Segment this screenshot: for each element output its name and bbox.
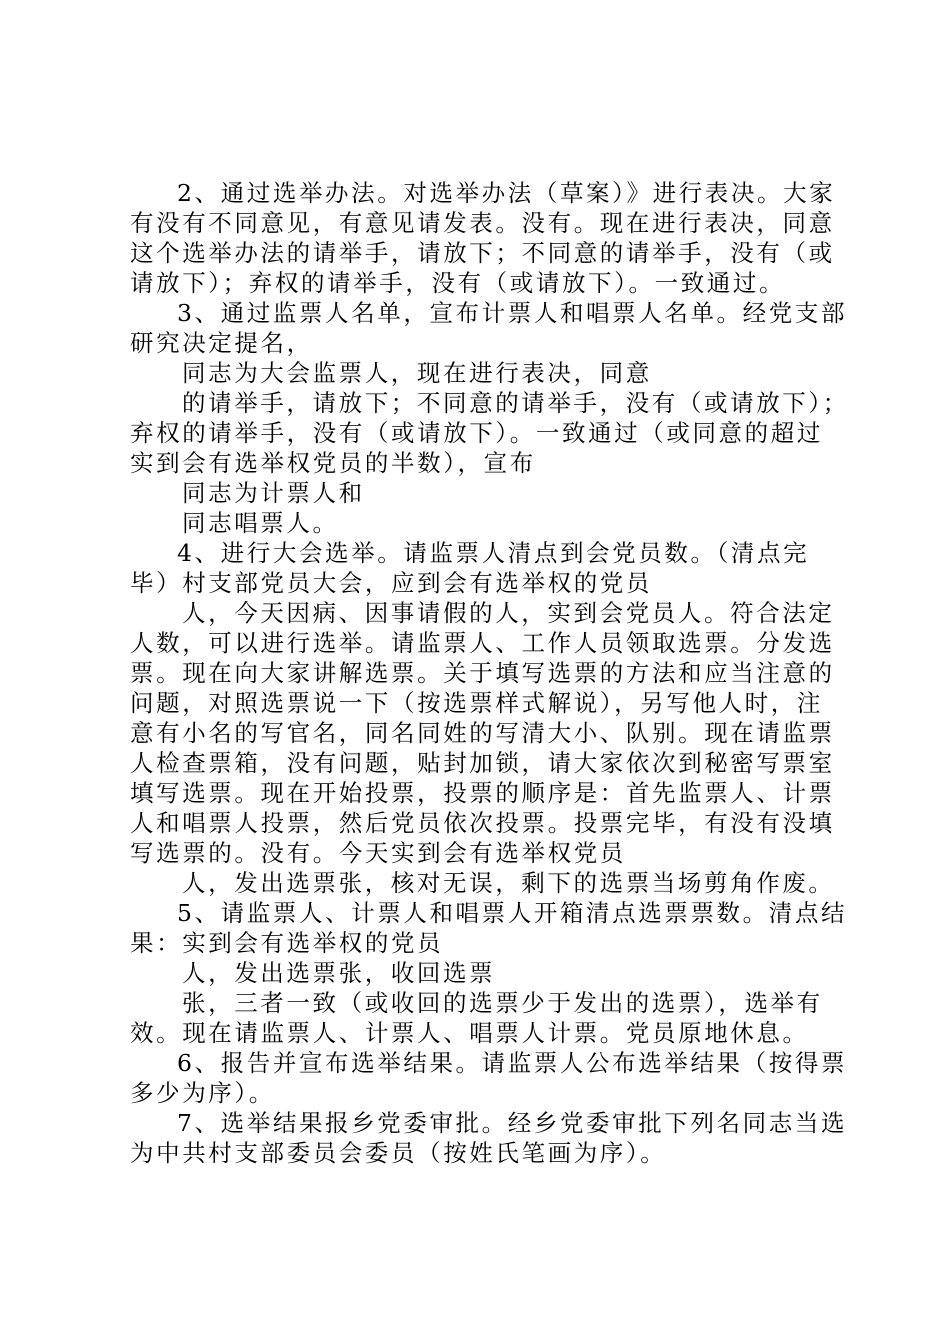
paragraph-line: 多少为序）。	[130, 1079, 275, 1107]
paragraph-line: 人，发出选票张，收回选票	[182, 959, 496, 987]
paragraph-line: 张，三者一致（或收回的选票少于发出的选票），选举有	[182, 989, 823, 1017]
paragraph-line: 同志为大会监票人，现在进行表决，同意	[182, 359, 652, 387]
paragraph-line: 人，发出选票张，核对无误，剩下的选票当场剪角作废。	[182, 869, 835, 897]
paragraph-line: 人，今天因病、因事请假的人，实到会党员人。符合法定	[182, 599, 835, 627]
paragraph-line: 弃权的请举手，没有（或请放下）。一致通过（或同意的超过	[130, 419, 823, 447]
paragraph-line: 效。现在请监票人、计票人、唱票人计票。党员原地休息。	[130, 1019, 809, 1047]
paragraph-line: 人检查票箱，没有问题，贴封加锁，请大家依次到秘密写票室	[130, 749, 835, 777]
paragraph-line: 研究决定提名，	[130, 329, 313, 357]
paragraph-line: 人数，可以进行选举。请监票人、工作人员领取选票。分发选	[130, 629, 835, 657]
paragraph-line: 同志为计票人和	[182, 479, 365, 507]
paragraph-line: 的请举手，请放下；不同意的请举手，没有（或请放下）；	[182, 389, 849, 417]
paragraph-line: 同志唱票人。	[182, 509, 339, 537]
paragraph-line: 请放下）；弃权的请举手，没有（或请放下）。一致通过。	[130, 269, 786, 297]
paragraph-line: 写选票的。没有。今天实到会有选举权党员	[130, 839, 626, 867]
paragraph-line: 5、请监票人、计票人和唱票人开箱清点选票票数。清点结	[177, 899, 848, 927]
paragraph-line: 实到会有选举权党员的半数），宣布	[130, 449, 536, 477]
paragraph-line: 票。现在向大家讲解选票。关于填写选票的方法和应当注意的	[130, 659, 835, 687]
paragraph-line: 人和唱票人投票，然后党员依次投票。投票完毕，有没有没填	[130, 809, 835, 837]
paragraph-line: 果：实到会有选举权的党员	[130, 929, 444, 957]
paragraph-line: 毕）村支部党员大会，应到会有选举权的党员	[130, 569, 652, 597]
paragraph-line: 4、进行大会选举。请监票人清点到会党员数。（清点完	[177, 539, 810, 567]
paragraph-line: 6、报告并宣布选举结果。请监票人公布选举结果（按得票	[177, 1049, 848, 1077]
paragraph-line: 3、通过监票人名单，宣布计票人和唱票人名单。经党支部	[177, 299, 848, 327]
paragraph-line: 意有小名的写官名，同名同姓的写清大小、队别。现在请监票	[130, 719, 835, 747]
paragraph-line: 2、通过选举办法。对选举办法（草案）》进行表决。大家	[177, 179, 836, 207]
paragraph-line: 填写选票。现在开始投票，投票的顺序是：首先监票人、计票	[130, 779, 835, 807]
paragraph-line: 问题，对照选票说一下（按选票样式解说），另写他人时，注	[130, 689, 823, 717]
paragraph-line: 有没有不同意见，有意见请发表。没有。现在进行表决，同意	[130, 209, 835, 237]
paragraph-line: 这个选举办法的请举手，请放下；不同意的请举手，没有（或	[130, 239, 835, 267]
paragraph-line: 7、选举结果报乡党委审批。经乡党委审批下列名同志当选	[177, 1109, 848, 1137]
paragraph-line: 为中共村支部委员会委员（按姓氏笔画为序）。	[130, 1139, 667, 1167]
